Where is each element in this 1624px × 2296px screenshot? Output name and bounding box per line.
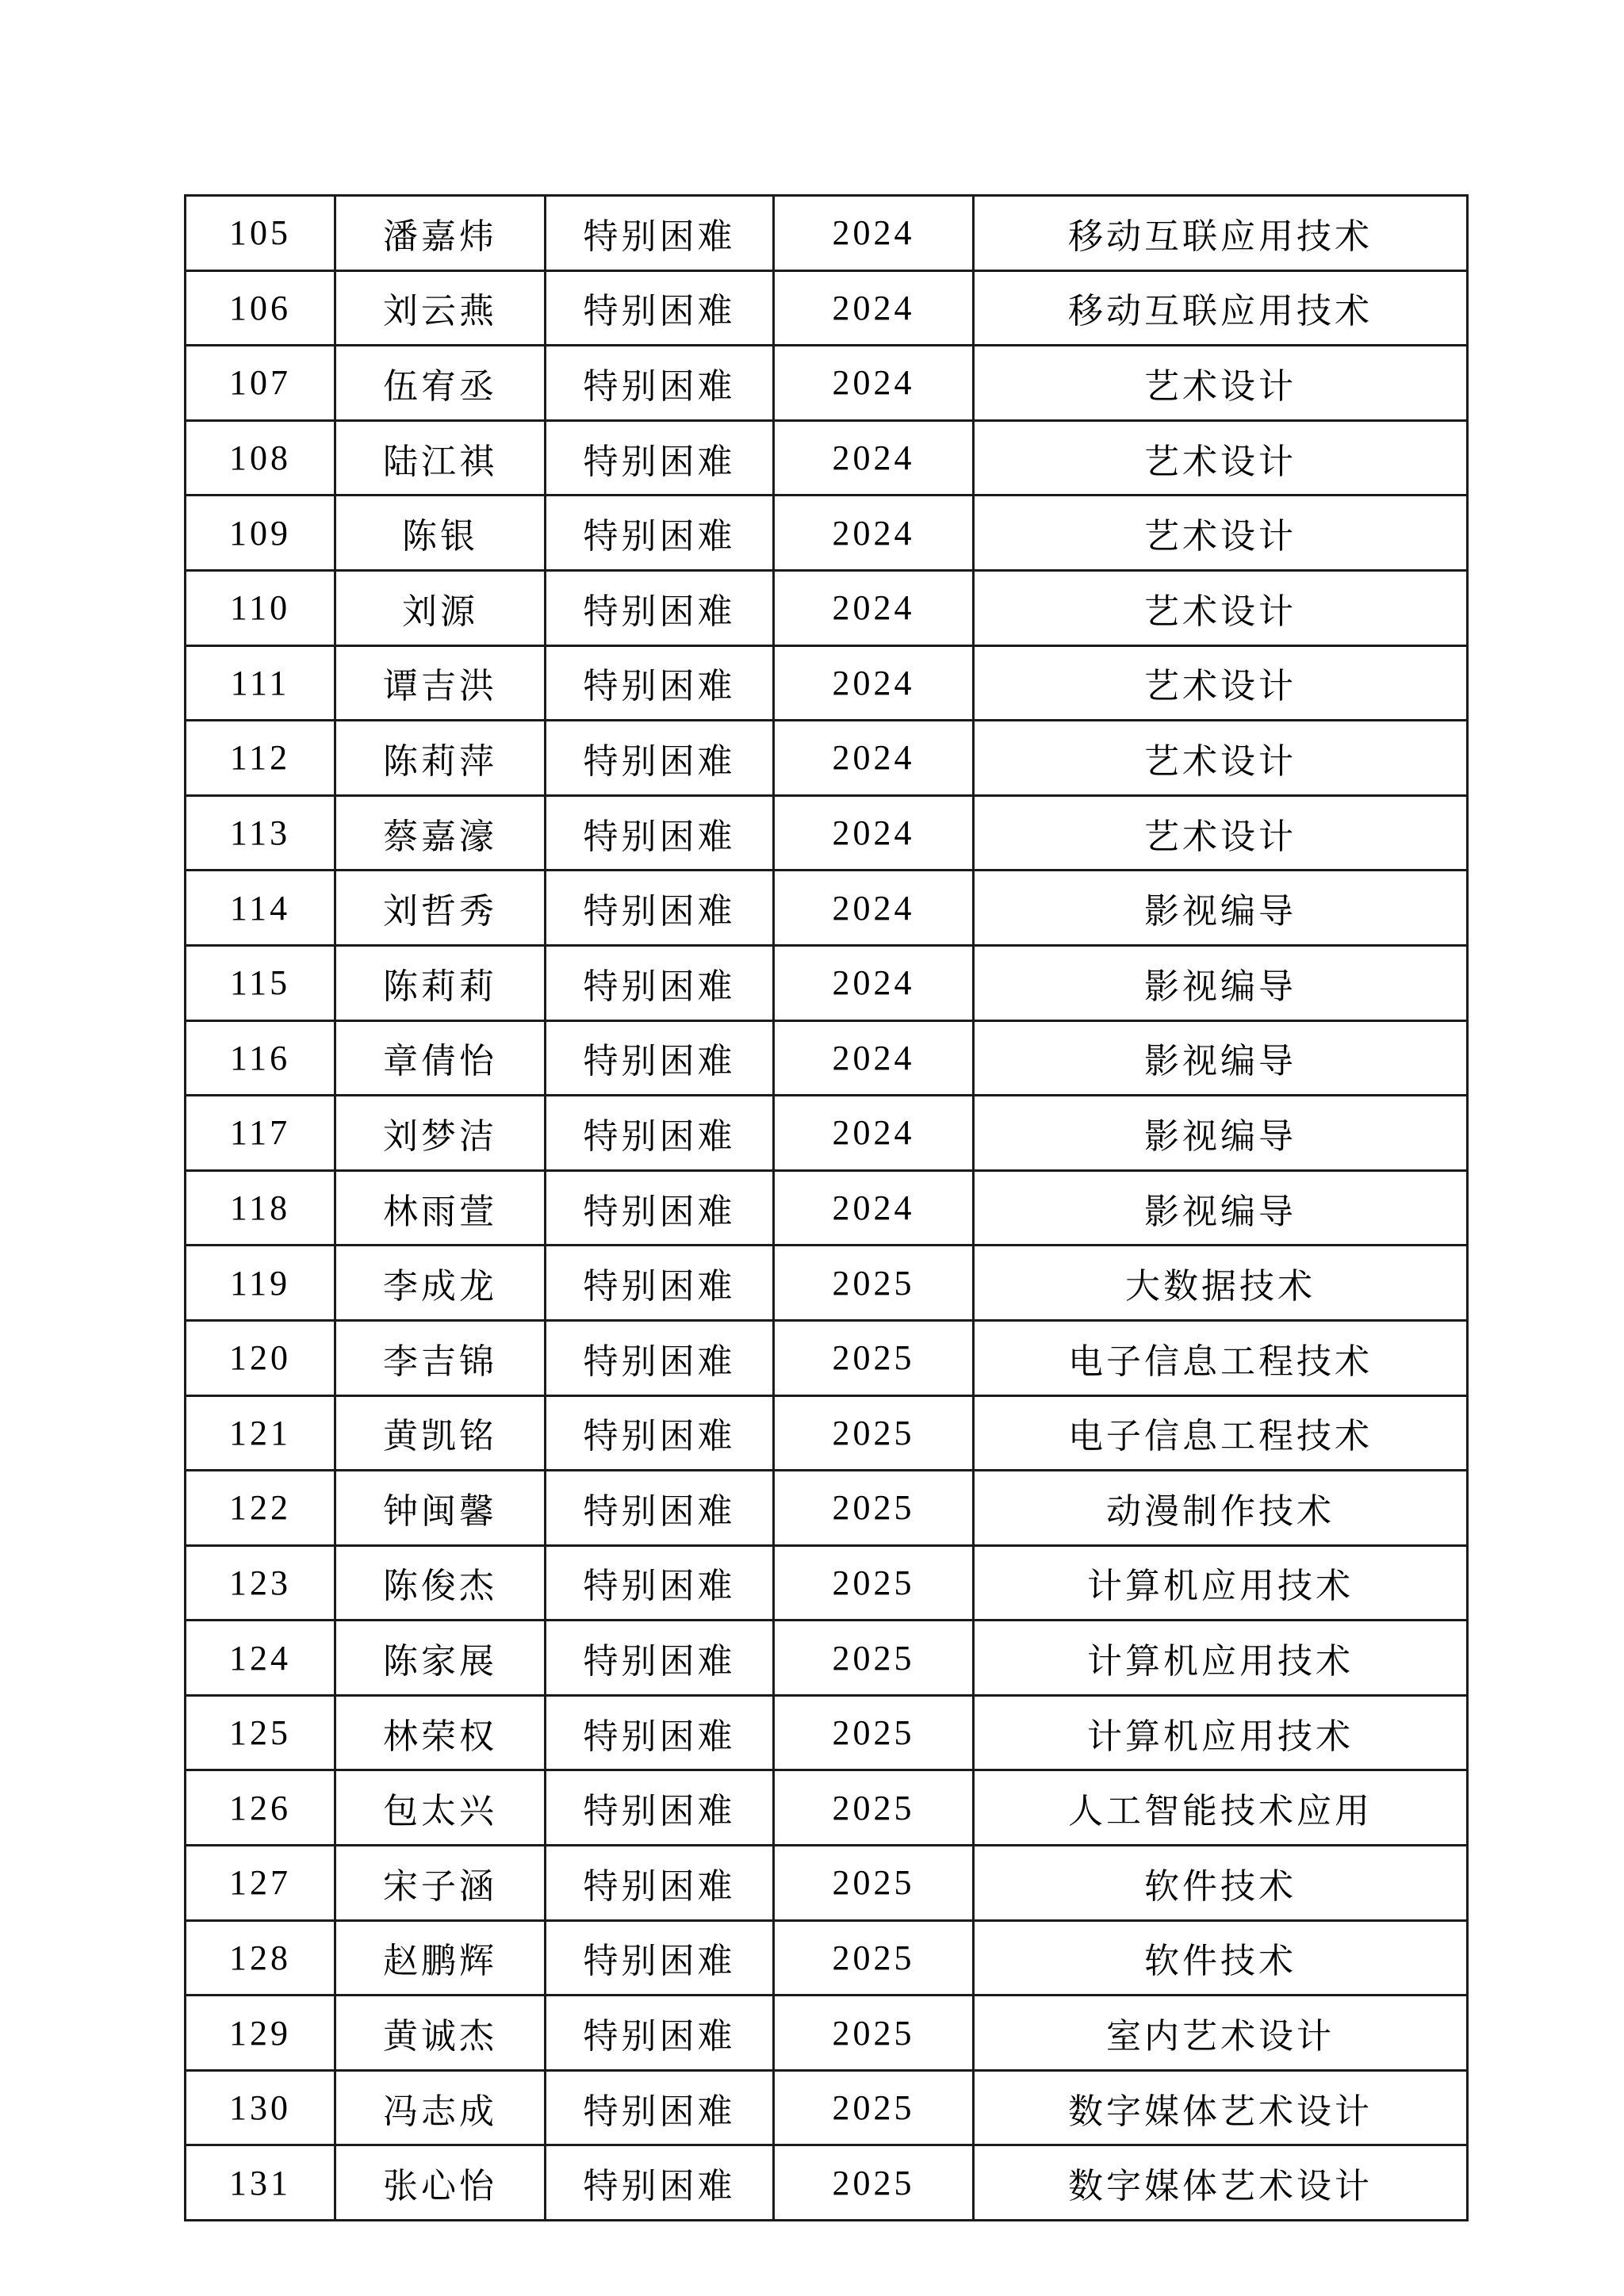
cell-name: 潘嘉炜 (335, 196, 546, 271)
cell-name: 冯志成 (335, 2070, 546, 2145)
cell-index: 125 (186, 1695, 335, 1770)
cell-name: 林荣权 (335, 1695, 546, 1770)
cell-difficulty-type: 特别困难 (546, 1770, 774, 1846)
cell-year: 2024 (774, 795, 974, 871)
cell-name: 包太兴 (335, 1770, 546, 1846)
roster-table-body (186, 196, 1468, 2221)
cell-index: 115 (186, 945, 335, 1020)
cell-name: 李吉锦 (335, 1320, 546, 1395)
cell-index: 124 (186, 1621, 335, 1696)
cell-name: 陈家展 (335, 1621, 546, 1696)
table-row (186, 1920, 1468, 1996)
cell-year: 2024 (774, 1170, 974, 1246)
cell-major: 大数据技术 (974, 1246, 1468, 1321)
table-row (186, 196, 1468, 271)
table-row (186, 420, 1468, 496)
cell-difficulty-type: 特别困难 (546, 1320, 774, 1395)
cell-name: 李成龙 (335, 1246, 546, 1321)
cell-index: 128 (186, 1920, 335, 1996)
cell-difficulty-type: 特别困难 (546, 1920, 774, 1996)
cell-name: 赵鹏辉 (335, 1920, 546, 1996)
cell-index: 123 (186, 1545, 335, 1621)
cell-major: 软件技术 (974, 1846, 1468, 1921)
cell-difficulty-type: 特别困难 (546, 1695, 774, 1770)
cell-difficulty-type: 特别困难 (546, 871, 774, 946)
cell-year: 2025 (774, 1320, 974, 1395)
cell-difficulty-type: 特别困难 (546, 1246, 774, 1321)
table-row (186, 1096, 1468, 1171)
cell-difficulty-type: 特别困难 (546, 496, 774, 571)
cell-year: 2025 (774, 1770, 974, 1846)
cell-name: 钟闽馨 (335, 1471, 546, 1546)
cell-year: 2025 (774, 1395, 974, 1471)
cell-name: 谭吉洪 (335, 645, 546, 721)
cell-major: 艺术设计 (974, 721, 1468, 796)
cell-year: 2025 (774, 1920, 974, 1996)
cell-difficulty-type: 特别困难 (546, 721, 774, 796)
cell-major: 影视编导 (974, 1170, 1468, 1246)
cell-major: 艺术设计 (974, 346, 1468, 421)
cell-major: 艺术设计 (974, 570, 1468, 645)
cell-year: 2024 (774, 570, 974, 645)
cell-major: 电子信息工程技术 (974, 1320, 1468, 1395)
table-row (186, 1621, 1468, 1696)
cell-year: 2024 (774, 945, 974, 1020)
cell-index: 129 (186, 1996, 335, 2071)
cell-major: 数字媒体艺术设计 (974, 2145, 1468, 2221)
table-row (186, 496, 1468, 571)
cell-difficulty-type: 特别困难 (546, 196, 774, 271)
cell-difficulty-type: 特别困难 (546, 945, 774, 1020)
cell-name: 刘云燕 (335, 270, 546, 346)
cell-name: 黄诚杰 (335, 1996, 546, 2071)
cell-name: 陈俊杰 (335, 1545, 546, 1621)
cell-difficulty-type: 特别困难 (546, 270, 774, 346)
cell-difficulty-type: 特别困难 (546, 1170, 774, 1246)
cell-index: 116 (186, 1020, 335, 1096)
cell-year: 2025 (774, 2145, 974, 2221)
table-row (186, 1996, 1468, 2071)
cell-year: 2025 (774, 1621, 974, 1696)
cell-difficulty-type: 特别困难 (546, 1471, 774, 1546)
cell-index: 119 (186, 1246, 335, 1321)
cell-difficulty-type: 特别困难 (546, 1621, 774, 1696)
cell-index: 111 (186, 645, 335, 721)
table-row (186, 1545, 1468, 1621)
cell-index: 122 (186, 1471, 335, 1546)
cell-major: 电子信息工程技术 (974, 1395, 1468, 1471)
cell-major: 计算机应用技术 (974, 1695, 1468, 1770)
cell-major: 艺术设计 (974, 795, 1468, 871)
cell-index: 131 (186, 2145, 335, 2221)
cell-difficulty-type: 特别困难 (546, 645, 774, 721)
cell-name: 蔡嘉濠 (335, 795, 546, 871)
cell-name: 伍宥丞 (335, 346, 546, 421)
cell-difficulty-type: 特别困难 (546, 1846, 774, 1921)
cell-major: 室内艺术设计 (974, 1996, 1468, 2071)
cell-name: 章倩怡 (335, 1020, 546, 1096)
cell-year: 2024 (774, 1020, 974, 1096)
cell-name: 陆江祺 (335, 420, 546, 496)
cell-index: 107 (186, 346, 335, 421)
cell-year: 2024 (774, 346, 974, 421)
cell-difficulty-type: 特别困难 (546, 795, 774, 871)
cell-year: 2024 (774, 270, 974, 346)
cell-year: 2025 (774, 1471, 974, 1546)
table-row (186, 795, 1468, 871)
cell-index: 108 (186, 420, 335, 496)
table-row (186, 1695, 1468, 1770)
cell-year: 2024 (774, 496, 974, 571)
cell-difficulty-type: 特别困难 (546, 1545, 774, 1621)
cell-major: 艺术设计 (974, 420, 1468, 496)
cell-index: 117 (186, 1096, 335, 1171)
cell-difficulty-type: 特别困难 (546, 2070, 774, 2145)
table-row (186, 1395, 1468, 1471)
cell-major: 动漫制作技术 (974, 1471, 1468, 1546)
table-row (186, 2145, 1468, 2221)
table-row (186, 1846, 1468, 1921)
cell-major: 移动互联应用技术 (974, 270, 1468, 346)
table-row (186, 1246, 1468, 1321)
cell-index: 120 (186, 1320, 335, 1395)
cell-major: 影视编导 (974, 1096, 1468, 1171)
cell-index: 112 (186, 721, 335, 796)
cell-major: 计算机应用技术 (974, 1545, 1468, 1621)
cell-index: 105 (186, 196, 335, 271)
table-row (186, 871, 1468, 946)
cell-major: 影视编导 (974, 1020, 1468, 1096)
cell-name: 宋子涵 (335, 1846, 546, 1921)
cell-name: 刘源 (335, 570, 546, 645)
cell-difficulty-type: 特别困难 (546, 570, 774, 645)
table-row (186, 1320, 1468, 1395)
cell-index: 130 (186, 2070, 335, 2145)
table-row (186, 570, 1468, 645)
cell-index: 127 (186, 1846, 335, 1921)
cell-difficulty-type: 特别困难 (546, 346, 774, 421)
cell-name: 黄凯铭 (335, 1395, 546, 1471)
table-row (186, 1020, 1468, 1096)
table-row (186, 645, 1468, 721)
cell-name: 陈莉莉 (335, 945, 546, 1020)
cell-name: 林雨萱 (335, 1170, 546, 1246)
table-row (186, 346, 1468, 421)
table-row (186, 270, 1468, 346)
cell-year: 2024 (774, 645, 974, 721)
cell-major: 数字媒体艺术设计 (974, 2070, 1468, 2145)
cell-year: 2024 (774, 196, 974, 271)
table-row (186, 721, 1468, 796)
cell-difficulty-type: 特别困难 (546, 1395, 774, 1471)
cell-year: 2025 (774, 1996, 974, 2071)
cell-year: 2024 (774, 420, 974, 496)
cell-major: 软件技术 (974, 1920, 1468, 1996)
cell-major: 影视编导 (974, 871, 1468, 946)
roster-table (184, 194, 1469, 2221)
cell-index: 110 (186, 570, 335, 645)
table-row (186, 1471, 1468, 1546)
cell-name: 张心怡 (335, 2145, 546, 2221)
cell-difficulty-type: 特别困难 (546, 2145, 774, 2221)
table-row (186, 1770, 1468, 1846)
table-row (186, 1170, 1468, 1246)
cell-year: 2025 (774, 1246, 974, 1321)
cell-name: 陈莉萍 (335, 721, 546, 796)
cell-major: 艺术设计 (974, 645, 1468, 721)
cell-year: 2025 (774, 1545, 974, 1621)
cell-index: 118 (186, 1170, 335, 1246)
cell-name: 陈银 (335, 496, 546, 571)
cell-major: 艺术设计 (974, 496, 1468, 571)
cell-year: 2025 (774, 1695, 974, 1770)
cell-major: 人工智能技术应用 (974, 1770, 1468, 1846)
cell-major: 计算机应用技术 (974, 1621, 1468, 1696)
cell-index: 114 (186, 871, 335, 946)
cell-major: 影视编导 (974, 945, 1468, 1020)
cell-index: 113 (186, 795, 335, 871)
cell-index: 126 (186, 1770, 335, 1846)
cell-difficulty-type: 特别困难 (546, 420, 774, 496)
cell-difficulty-type: 特别困难 (546, 1096, 774, 1171)
cell-year: 2025 (774, 1846, 974, 1921)
cell-index: 121 (186, 1395, 335, 1471)
table-row (186, 945, 1468, 1020)
cell-year: 2024 (774, 871, 974, 946)
cell-year: 2025 (774, 2070, 974, 2145)
cell-difficulty-type: 特别困难 (546, 1020, 774, 1096)
cell-name: 刘梦洁 (335, 1096, 546, 1171)
cell-year: 2024 (774, 1096, 974, 1171)
table-row (186, 2070, 1468, 2145)
cell-name: 刘哲秀 (335, 871, 546, 946)
cell-major: 移动互联应用技术 (974, 196, 1468, 271)
cell-year: 2024 (774, 721, 974, 796)
cell-index: 109 (186, 496, 335, 571)
cell-index: 106 (186, 270, 335, 346)
cell-difficulty-type: 特别困难 (546, 1996, 774, 2071)
